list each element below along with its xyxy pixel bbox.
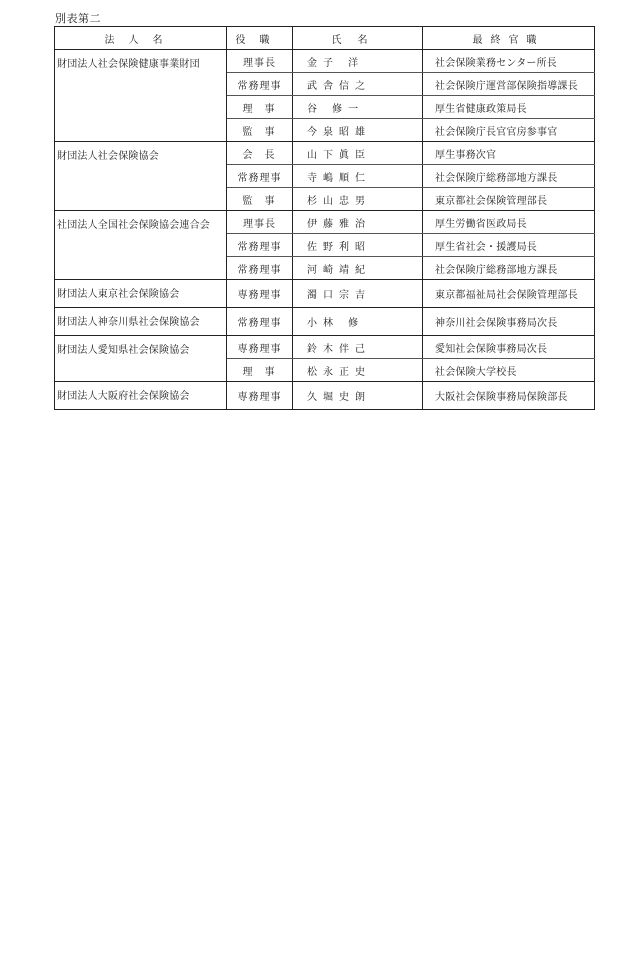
person-name-cell: 山下眞臣 <box>293 142 423 165</box>
person-name-cell: 久堀史朗 <box>293 382 423 410</box>
table-row <box>55 211 595 234</box>
final-post-cell: 社会保険庁運営部保険指導課長 <box>423 73 595 96</box>
header-role: 役職 <box>227 27 293 50</box>
role-cell: 監事 <box>227 188 293 211</box>
org-name-cell: 財団法人神奈川県社会保険協会 <box>55 308 227 336</box>
final-post-cell: 社会保険庁総務部地方課長 <box>423 257 595 280</box>
role-cell: 会長 <box>227 142 293 165</box>
role-cell: 専務理事 <box>227 336 293 359</box>
final-post-cell: 社会保険庁長官官房参事官 <box>423 119 595 142</box>
final-post-cell: 厚生労働省医政局長 <box>423 211 595 234</box>
role-cell: 専務理事 <box>227 280 293 308</box>
final-post-cell: 社会保険業務センター所長 <box>423 50 595 73</box>
person-name-cell: 河崎靖紀 <box>293 257 423 280</box>
table-row <box>55 142 595 165</box>
header-org: 法人名 <box>55 27 227 50</box>
final-post-cell: 厚生省健康政策局長 <box>423 96 595 119</box>
person-name-cell: 鈴木伴己 <box>293 336 423 359</box>
role-cell: 理事長 <box>227 50 293 73</box>
role-cell: 理事長 <box>227 211 293 234</box>
role-cell: 専務理事 <box>227 382 293 410</box>
final-post-cell: 東京都社会保険管理部長 <box>423 188 595 211</box>
org-name-cell: 財団法人東京社会保険協会 <box>55 280 227 308</box>
final-post-cell: 神奈川社会保険事務局次長 <box>423 308 595 336</box>
table-row <box>55 382 595 410</box>
role-cell: 常務理事 <box>227 165 293 188</box>
table-row <box>55 280 595 308</box>
final-post-cell: 社会保険庁総務部地方課長 <box>423 165 595 188</box>
role-cell: 常務理事 <box>227 73 293 96</box>
person-name-cell: 佐野利昭 <box>293 234 423 257</box>
final-post-cell: 厚生事務次官 <box>423 142 595 165</box>
role-cell: 常務理事 <box>227 257 293 280</box>
table-row <box>55 50 595 73</box>
header-career: 最終官職 <box>423 27 595 50</box>
final-post-cell: 東京都福祉局社会保険管理部長 <box>423 280 595 308</box>
final-post-cell: 社会保険大学校長 <box>423 359 595 382</box>
role-cell: 常務理事 <box>227 234 293 257</box>
header-name: 氏名 <box>293 27 423 50</box>
person-name-cell: 松永正史 <box>293 359 423 382</box>
person-name-cell: 寺嶋順仁 <box>293 165 423 188</box>
table-body <box>55 50 595 410</box>
org-name-cell: 財団法人愛知県社会保険協会 <box>55 336 227 382</box>
final-post-cell: 愛知社会保険事務局次長 <box>423 336 595 359</box>
org-name-cell: 財団法人大阪府社会保険協会 <box>55 382 227 410</box>
final-post-cell: 大阪社会保険事務局保険部長 <box>423 382 595 410</box>
officers-table <box>54 26 595 410</box>
role-cell: 理事 <box>227 359 293 382</box>
final-post-cell: 厚生省社会・援護局長 <box>423 234 595 257</box>
person-name-cell: 金子 洋 <box>293 50 423 73</box>
table-row <box>55 308 595 336</box>
role-cell: 監事 <box>227 119 293 142</box>
table-header-row <box>55 27 595 50</box>
person-name-cell: 今泉昭雄 <box>293 119 423 142</box>
person-name-cell: 濁口宗吉 <box>293 280 423 308</box>
role-cell: 理事 <box>227 96 293 119</box>
person-name-cell: 小林 修 <box>293 308 423 336</box>
page-label: 別表第二 <box>55 12 101 25</box>
org-name-cell: 財団法人社会保険健康事業財団 <box>55 50 227 142</box>
org-name-cell: 財団法人社会保険協会 <box>55 142 227 211</box>
person-name-cell: 伊藤雅治 <box>293 211 423 234</box>
role-cell: 常務理事 <box>227 308 293 336</box>
table-row <box>55 336 595 359</box>
org-name-cell: 社団法人全国社会保険協会連合会 <box>55 211 227 280</box>
person-name-cell: 谷 修一 <box>293 96 423 119</box>
person-name-cell: 杉山忠男 <box>293 188 423 211</box>
person-name-cell: 武舎信之 <box>293 73 423 96</box>
